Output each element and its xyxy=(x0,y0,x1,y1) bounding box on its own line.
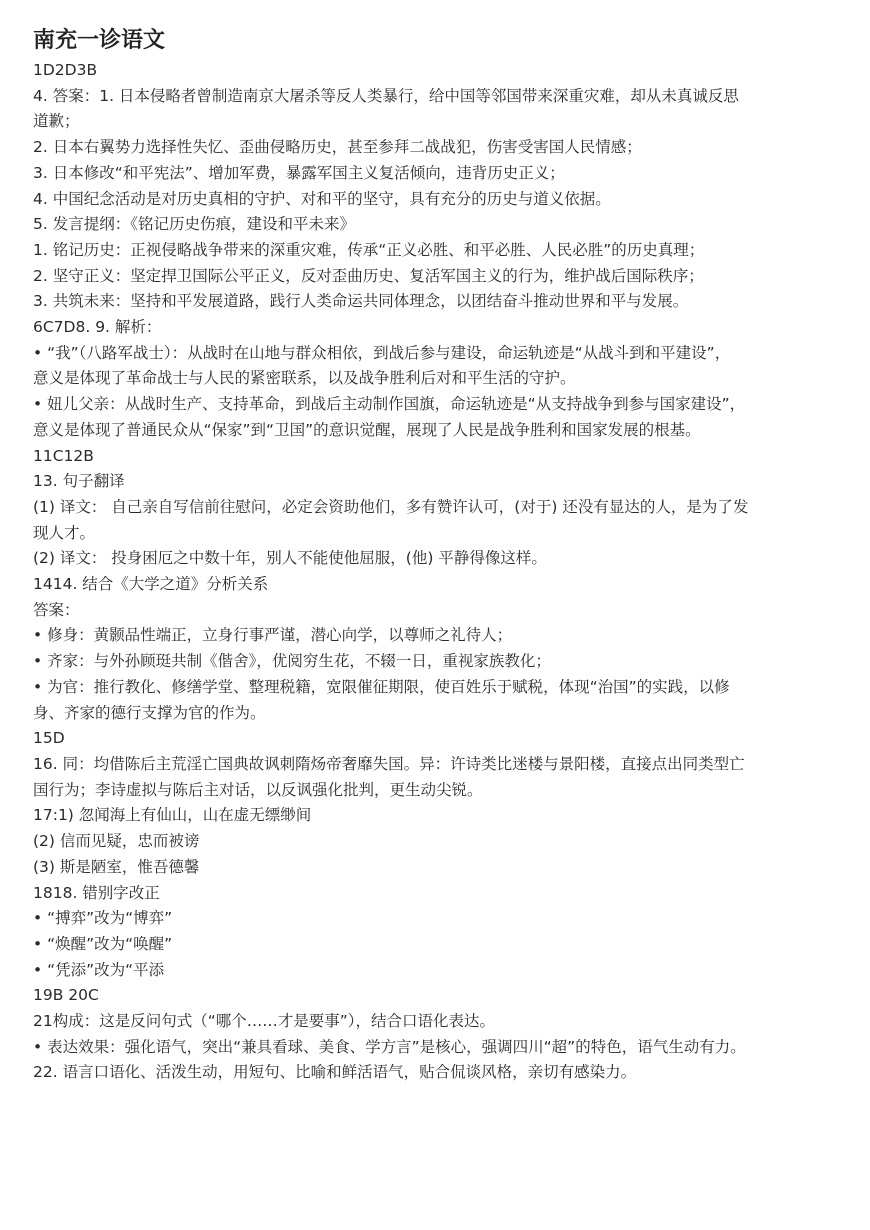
answer-line: 国行为；李诗虚拟与陈后主对话，以反讽强化批判，更生动尖锐。 xyxy=(33,780,483,799)
answer-line: 16. 同：均借陈后主荒淫亡国典故讽刺隋炀帝奢靡失国。异：许诗类比迷楼与景阳楼，直接点出同类型亡 xyxy=(33,754,745,773)
answer-line: 4. 答案：1. 日本侵略者曾制造南京大屠杀等反人类暴行，给中国等邻国带来深重灾难，却从未真诚反思 xyxy=(33,86,739,105)
answer-line: 3. 共筑未来：坚持和平发展道路，践行人类命运共同体理念，以团结奋斗推动世界和平与发展。 xyxy=(33,292,689,311)
answer-line: 意义是体现了革命战士与人民的紧密联系，以及战争胜利后对和平生活的守护。 xyxy=(33,369,576,388)
answer-line: 答案： xyxy=(33,600,80,619)
answer-line: 4. 中国纪念活动是对历史真相的守护、对和平的坚守，具有充分的历史与道义依据。 xyxy=(33,189,611,208)
answer-line: (1) 译文： 自己亲自写信前往慰问，必定会资助他们，多有赞许认可，(对于) 还没有显达的人，是为了发 xyxy=(33,497,749,516)
answer-line: • “我”（八路军战士）：从战时在山地与群众相依，到战后参与建设，命运轨迹是“从战斗到和平建设”， xyxy=(33,343,731,362)
answer-line: 15D xyxy=(33,729,65,748)
answer-line: 19B 20C xyxy=(33,986,99,1005)
answer-line: 6C7D8. 9. 解析： xyxy=(33,318,162,337)
answer-line: (2) 信而见疑，忠而被谤 xyxy=(33,832,200,851)
answer-line: • “凭添”改为“平添 xyxy=(33,960,165,979)
answer-line: • 齐家：与外孙顾珽共制《偕舍》，优阅穷生花，不辍一日，重视家族教化； xyxy=(33,652,551,671)
answer-line: 1D2D3B xyxy=(33,61,98,79)
answer-line: 3. 日本修改“和平宪法”、增加军费，暴露军国主义复活倾向，违背历史正义； xyxy=(33,163,565,182)
answer-line: • 为官：推行教化、修缮学堂、整理税籍，宽限催征期限，使百姓乐于赋税，体现“治国”的实践，以修 xyxy=(33,677,730,696)
answer-line: 21构成：这是反问句式（“哪个……才是要事”），结合口语化表达。 xyxy=(33,1012,496,1031)
answer-line: • 妞儿父亲：从战时生产、支持革命，到战后主动制作国旗，命运轨迹是“从支持战争到参与国家建设”， xyxy=(33,395,746,414)
answer-line: • “搏弈”改为“博弈” xyxy=(33,909,173,928)
answer-line: 道歉； xyxy=(33,112,80,131)
answer-line: • 表达效果：强化语气，突出“兼具看球、美食、学方言”是核心，强调四川“超”的特色，语气生动有力。 xyxy=(33,1037,746,1056)
answer-line: • “焕醒”改为“唤醒” xyxy=(33,934,173,953)
answer-line: 22. 语言口语化、活泼生动，用短句、比喻和鲜活语气，贴合侃谈风格，亲切有感染力。 xyxy=(33,1063,637,1082)
answer-line: 1. 铭记历史：正视侵略战争带来的深重灾难，传承“正义必胜、和平必胜、人民必胜”的历史真理； xyxy=(33,240,705,259)
answer-line: 意义是体现了普通民众从“保家”到“卫国”的意识觉醒，展现了人民是战争胜利和国家发展的根基。 xyxy=(33,420,701,439)
answer-line: 2. 坚守正义：坚定捍卫国际公平正义，反对歪曲历史、复活军国主义的行为，维护战后国际秩序； xyxy=(33,266,704,285)
answer-line: 现人才。 xyxy=(33,523,96,542)
answer-line: (2) 译文： 投身困厄之中数十年，别人不能使他屈服，(他) 平静得像这样。 xyxy=(33,549,547,568)
answer-content xyxy=(33,58,850,1086)
answer-line: 身、齐家的德行支撑为官的作为。 xyxy=(33,703,266,722)
answer-line: (3) 斯是陋室，惟吾德馨 xyxy=(33,857,200,876)
answer-line: • 修身：黄颢品性端正，立身行事严谨，潜心向学，以尊师之礼待人； xyxy=(33,626,513,645)
answer-line: 11C12B xyxy=(33,446,94,465)
answer-line: 13. 句子翻译 xyxy=(33,472,125,491)
answer-line: 5. 发言提纲：《铭记历史伤痕，建设和平未来》 xyxy=(33,215,355,234)
answer-line: 2. 日本右翼势力选择性失忆、歪曲侵略历史，甚至参拜二战战犯，伤害受害国人民情感； xyxy=(33,138,642,157)
answer-line: 17:1) 忽闻海上有仙山，山在虚无缥缈间 xyxy=(33,806,312,825)
answer-line: 1414. 结合《大学之道》分析关系 xyxy=(33,575,269,594)
document-title: 南充一诊语文 xyxy=(33,28,166,53)
answer-line: 1818. 错别字改正 xyxy=(33,883,160,902)
